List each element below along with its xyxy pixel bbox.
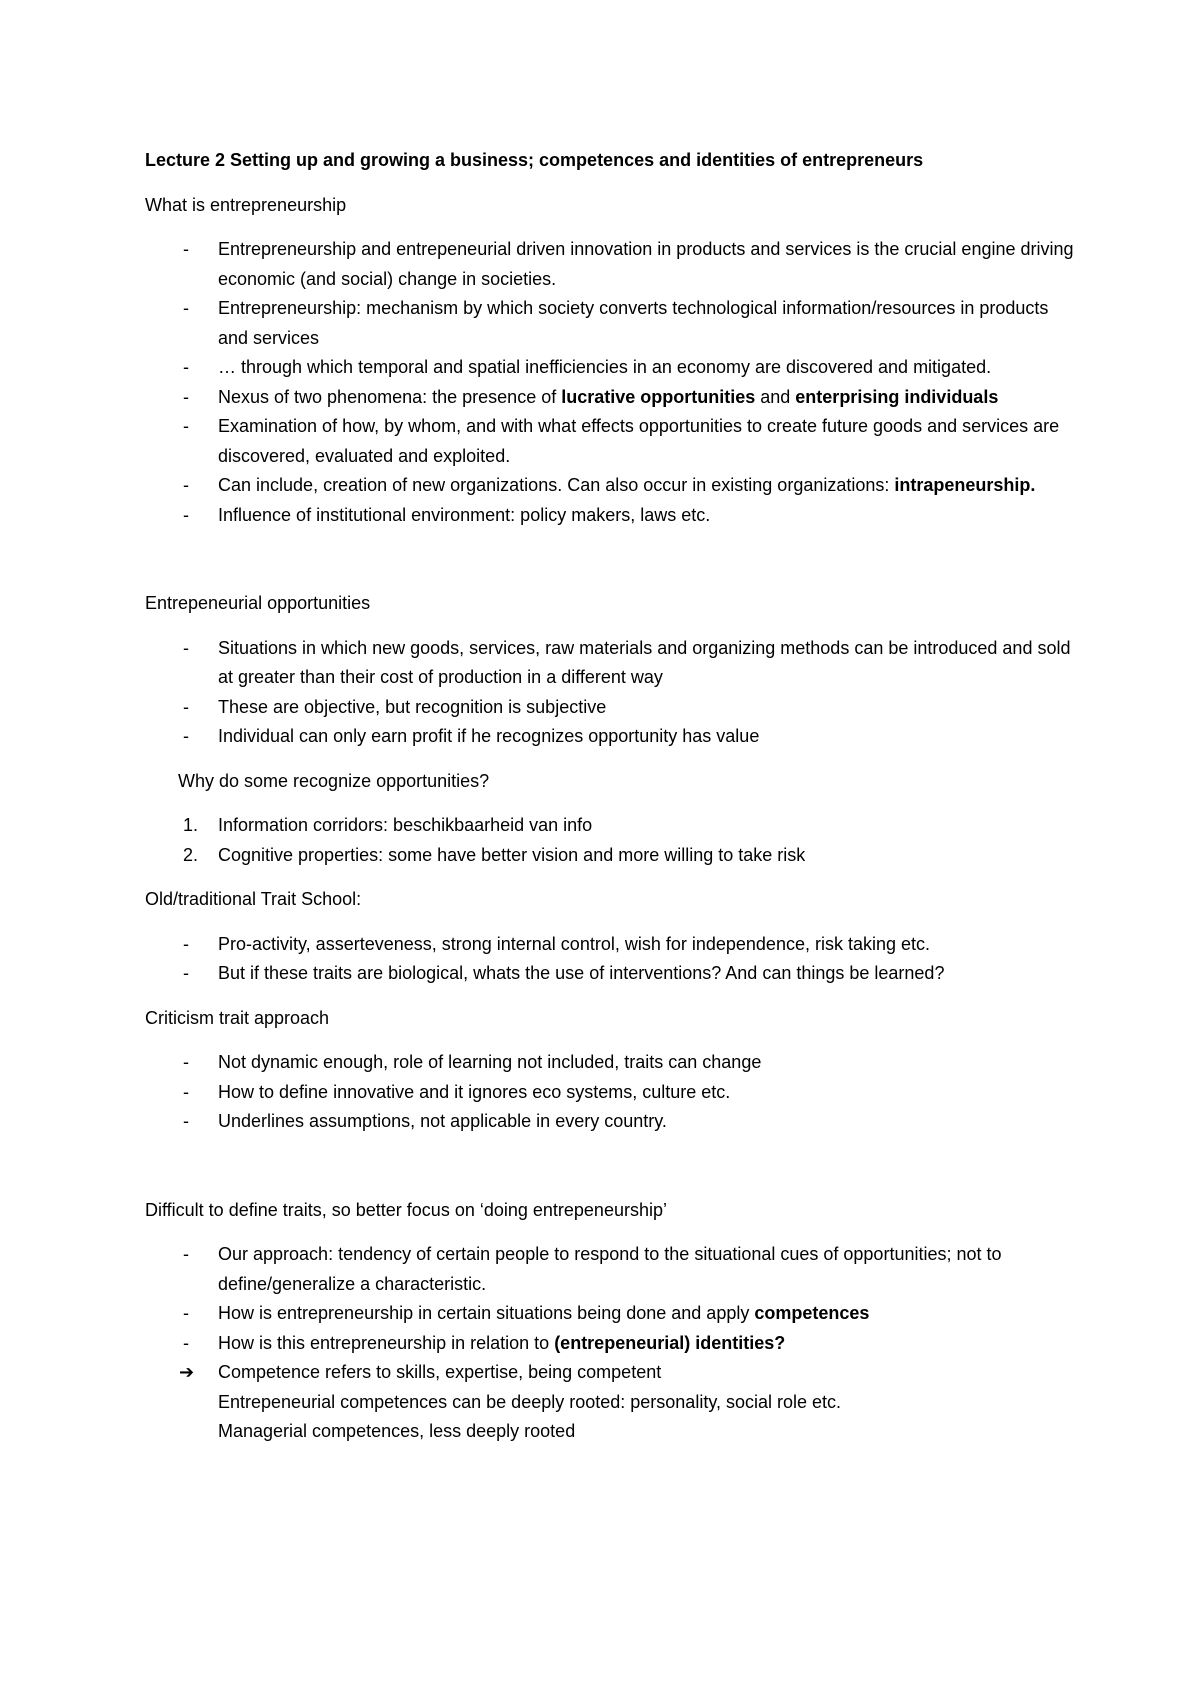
list-item: - How is this entrepreneurship in relation to (entrepeneurial) identities?	[183, 1332, 786, 1353]
what-is-entrepreneurship-list	[145, 235, 1075, 530]
list-item: - Our approach: tendency of certain people to respond to the situational cues of opportunities; not to define/generalize a characteristic.	[183, 1244, 1002, 1294]
list-item: - How is entrepreneurship in certain situations being done and apply competences	[183, 1303, 870, 1323]
list-item: - Nexus of two phenomena: the presence of lucrative opportunities and enterprising individuals	[183, 386, 999, 407]
arrow-right-icon: ➔	[179, 1362, 195, 1382]
spacer	[145, 545, 1075, 589]
section-heading-criticism: Criticism trait approach	[145, 1007, 330, 1028]
list-item: 1. Information corridors: beschikbaarheid van info	[183, 815, 593, 835]
list-item: - Individual can only earn profit if he recognizes opportunity has value	[183, 726, 760, 746]
list-item: - These are objective, but recognition is subjective	[183, 696, 607, 717]
list-item: - Situations in which new goods, services, raw materials and organizing methods can be introduced and sold at greater than their cost of production in a different way	[183, 637, 1071, 687]
document-page	[145, 146, 1075, 1462]
list-item: 2. Cognitive properties: some have better vision and more willing to take risk	[183, 844, 806, 865]
criticism-list	[145, 1048, 1075, 1137]
list-item: - Pro-activity, asserteveness, strong internal control, wish for independence, risk taking etc.	[183, 933, 931, 954]
list-item: - Can include, creation of new organizations. Can also occur in existing organizations: intrapeneurship.	[183, 475, 1036, 495]
bold-term: enterprising individuals	[795, 386, 999, 407]
list-item: - Entrepreneurship: mechanism by which society converts technological information/resources in products and services	[183, 298, 1049, 348]
section-heading-what-is-entrepreneurship: What is entrepreneurship	[145, 194, 347, 215]
list-item: - Underlines assumptions, not applicable in every country.	[183, 1111, 667, 1131]
bold-term: (entrepeneurial) identities?	[554, 1332, 786, 1353]
list-item: - Influence of institutional environment: policy makers, laws etc.	[183, 504, 711, 525]
spacer	[145, 1152, 1075, 1196]
list-item: - Not dynamic enough, role of learning not included, traits can change	[183, 1052, 762, 1072]
list-item: - Entrepreneurship and entrepeneurial driven innovation in products and services is the crucial engine driving economic (and social) change in societies.	[183, 239, 1074, 289]
trait-school-list	[145, 930, 1075, 989]
arrow-list-item: ➔ Competence refers to skills, expertise, being competent Entrepeneurial competences can be deeply rooted: personality, social role etc. Managerial competences, less deeply rooted	[145, 1358, 1075, 1447]
sub-question: Why do some recognize opportunities?	[178, 770, 490, 791]
section-heading-doing-entrepeneurship: Difficult to define traits, so better focus on ‘doing entrepeneurship’	[145, 1199, 667, 1220]
list-item: - How to define innovative and it ignores eco systems, culture etc.	[183, 1081, 731, 1102]
bold-term: competences	[754, 1303, 870, 1323]
section-heading-entrepeneurial-opportunities: Entrepeneurial opportunities	[145, 593, 371, 613]
lecture-title: Lecture 2 Setting up and growing a business; competences and identities of entrepreneurs	[145, 150, 924, 170]
list-item: - But if these traits are biological, whats the use of interventions? And can things be learned?	[183, 963, 945, 983]
bold-term: lucrative opportunities	[561, 386, 756, 407]
section-heading-trait-school: Old/traditional Trait School:	[145, 889, 362, 909]
bold-term: intrapeneurship.	[894, 475, 1036, 495]
list-item: - Examination of how, by whom, and with what effects opportunities to create future goods and services are discovered, evaluated and exploited.	[183, 416, 1060, 466]
numbered-list	[145, 811, 1075, 870]
opportunities-list	[145, 634, 1075, 752]
doing-entrepeneurship-list	[145, 1240, 1075, 1447]
list-item: - … through which temporal and spatial inefficiencies in an economy are discovered and mitigated.	[183, 357, 992, 377]
